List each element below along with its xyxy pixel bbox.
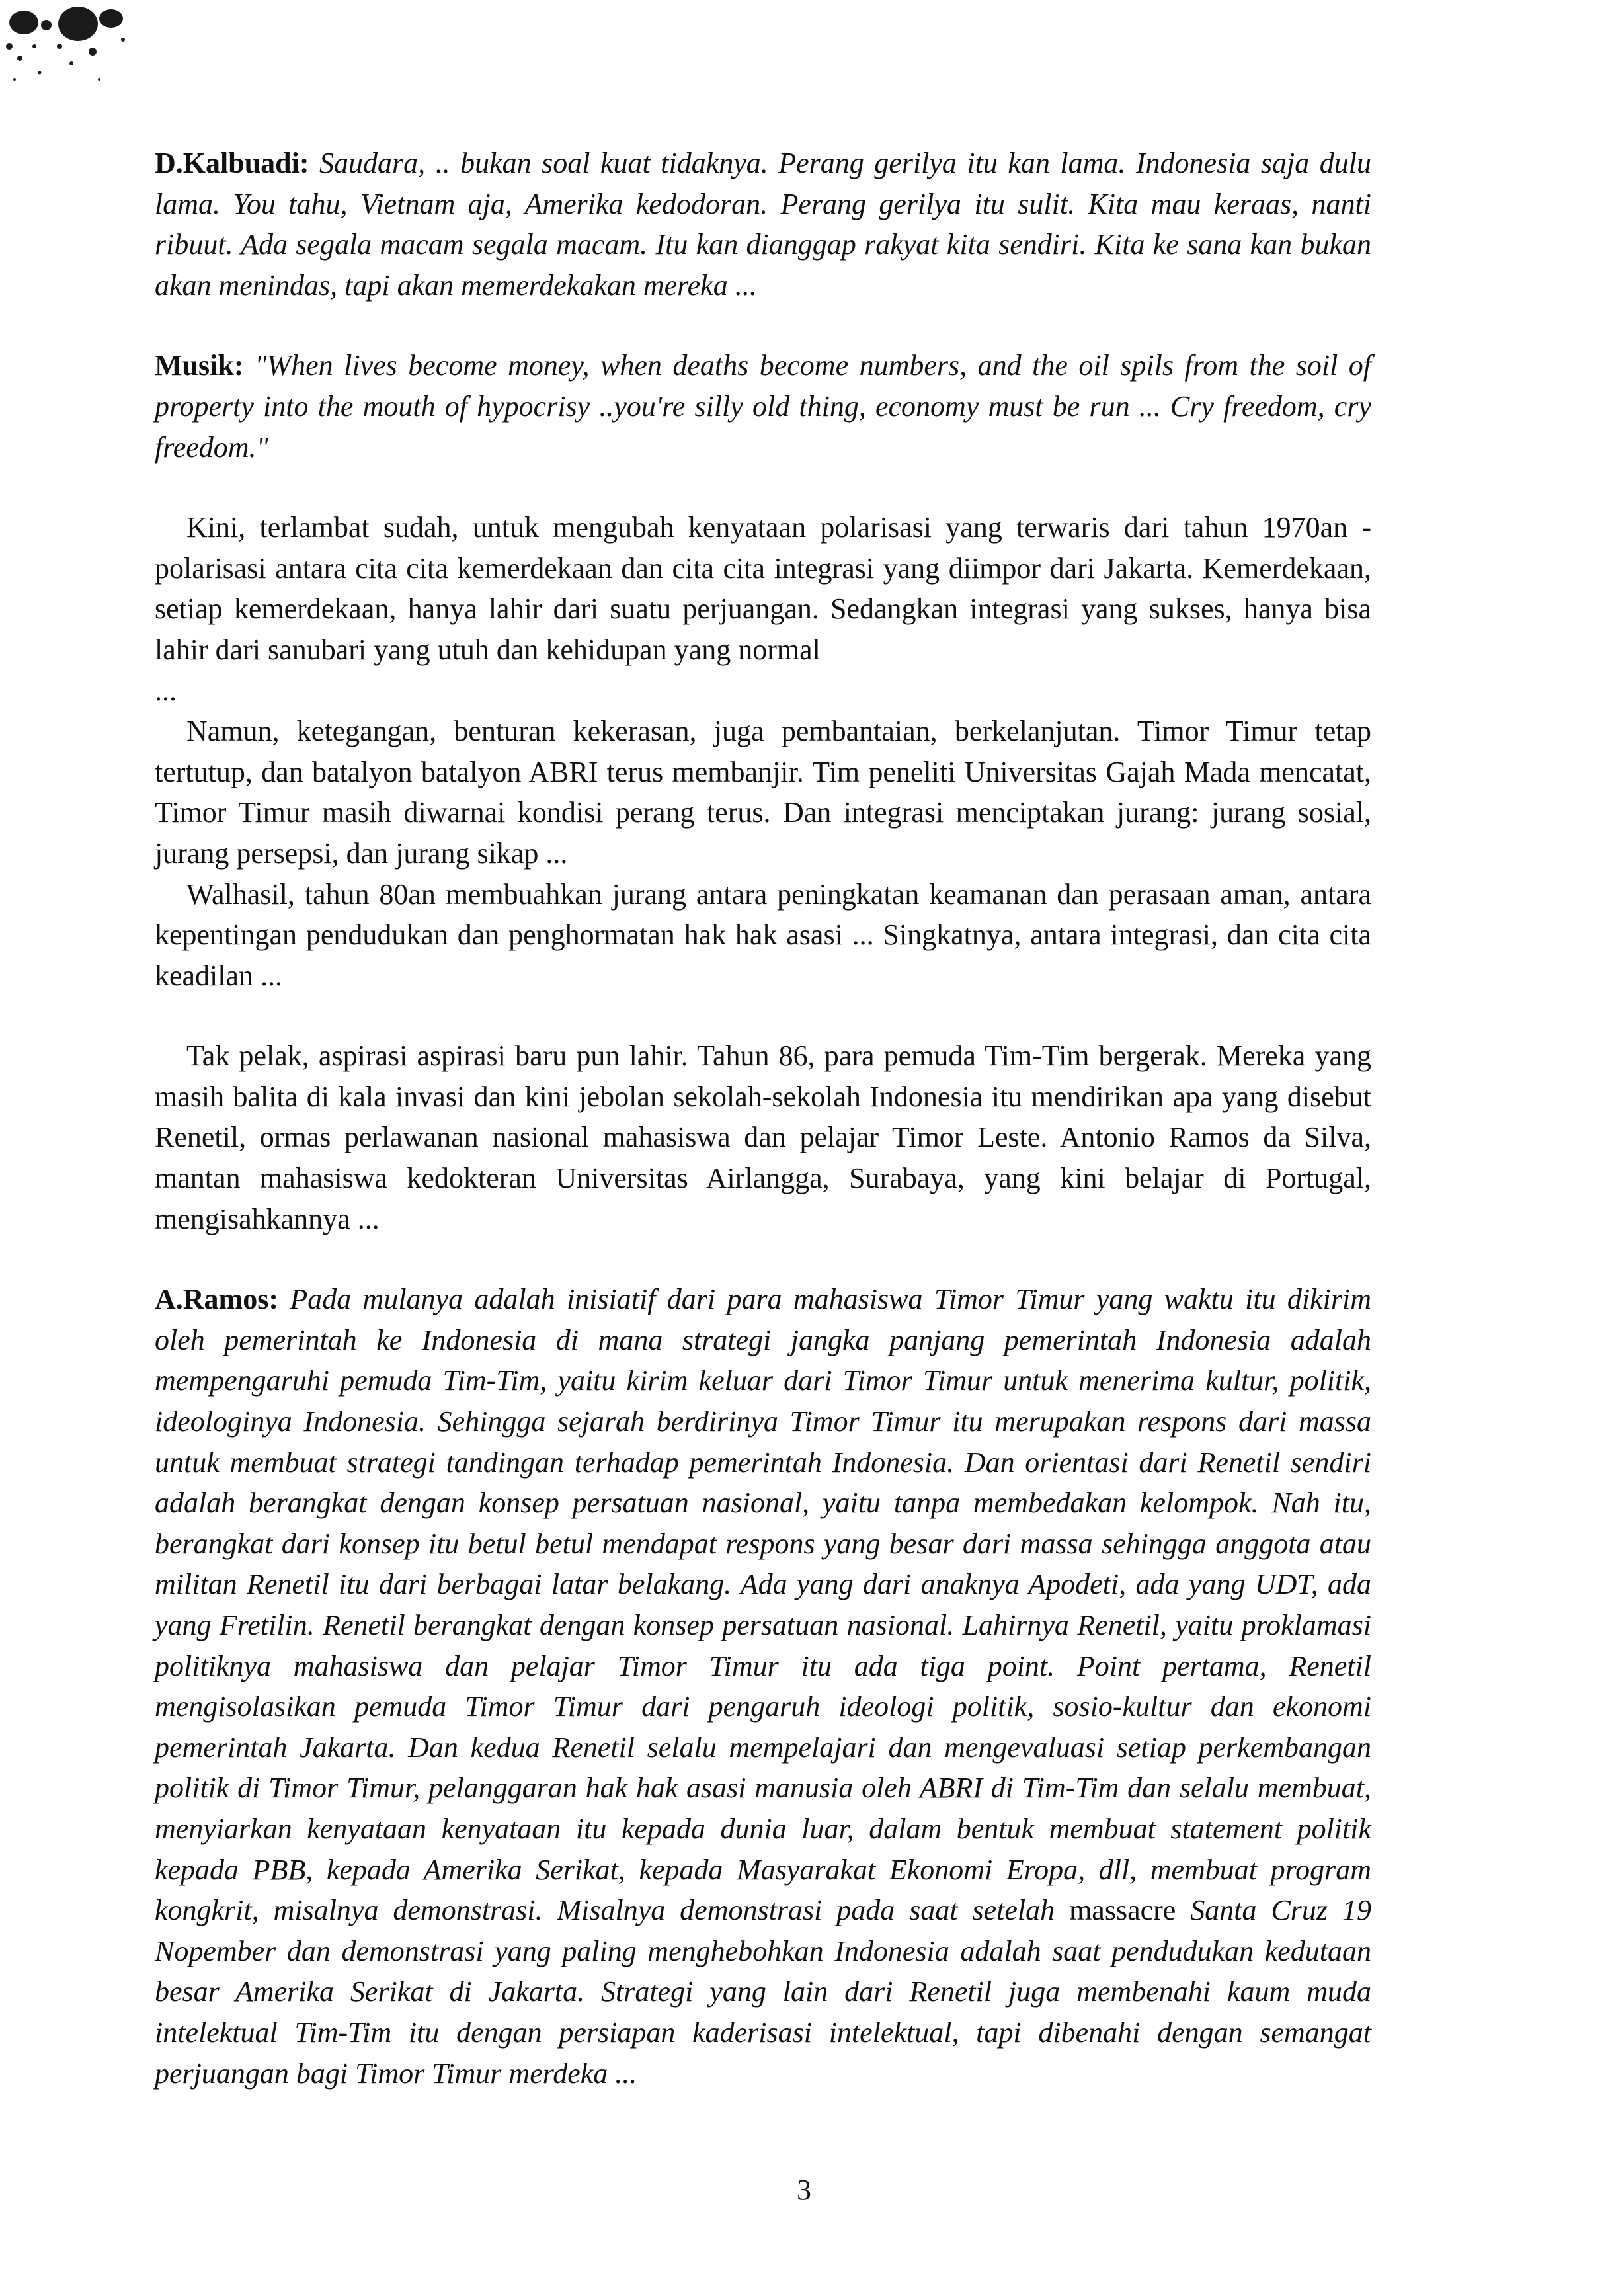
- dialogue-kalbuadi: [155, 143, 1371, 306]
- ink-blot-icon: [0, 0, 172, 119]
- spacer: [155, 996, 1371, 1036]
- spacer: [155, 1239, 1371, 1279]
- paragraph-tak-pelak: Tak pelak, aspirasi aspirasi baru pun lahir. Tahun 86, para pemuda Tim-Tim bergerak. Mereka yang masih balita di kala invasi dan kini jebolan sekolah-sekolah Indonesia itu mendirikan apa yang disebut Renetil, ormas perlawanan nasional mahasiswa dan pelajar Timor Leste. Antonio Ramos da Silva, mantan mahasiswa kedokteran Universitas Airlangga, Surabaya, yang kini belajar di Portugal, mengisahkannya ...: [155, 1040, 1371, 1235]
- paragraph-kini: Kini, terlambat sudah, untuk mengubah kenyataan polarisasi yang terwaris dari tahun 1970an - polarisasi antara cita cita kemerdekaan dan cita cita integrasi yang diimpor dari Jakarta. Kemerdekaan, setiap kemerdekaan, hanya lahir dari suatu perjuangan. Sedangkan integrasi yang sukses, hanya bisa lahir dari sanubari yang utuh dan kehidupan yang normal: [155, 511, 1371, 666]
- speech-roman-word: massacre: [1069, 1894, 1176, 1927]
- speaker-label: Musik:: [155, 349, 244, 382]
- page-number: 3: [797, 2174, 811, 2206]
- speech-text: "When lives become money, when deaths become numbers, and the oil spils from the soil of property into the mouth of hypocrisy ..you're silly old thing, economy must be run ... Cry freedom, cry freedom.": [155, 349, 1372, 464]
- speaker-label: D.Kalbuadi:: [155, 147, 309, 179]
- speech-text: Pada mulanya adalah inisiatif dari para mahasiswa Timor Timur yang waktu itu dikirim oleh pemerintah ke Indonesia di mana strategi jangka panjang pemerintah Indonesia adalah mempengaruhi pemuda Tim-Tim, yaitu kirim keluar dari Timor Timur untuk menerima kultur, politik, ideologinya Indonesia. Sehingga sejarah berdirinya Timor Timur itu merupakan respons dari massa untuk membuat strategi tandingan terhadap pemerintah Indonesia. Dan orientasi dari Renetil sendiri adalah berangkat dengan konsep persatuan nasional, yaitu tanpa membedakan kelompok. Nah itu, berangkat dari konsep itu betul betul mendapat respons yang besar dari massa sehingga anggota atau militan Renetil itu dari berbagai latar belakang. Ada yang dari anaknya Apodeti, ada yang UDT, ada yang Fretilin. Renetil berangkat dengan konsep persatuan nasional. Lahirnya Renetil, yaitu proklamasi politiknya mahasiswa dan pelajar Timor Timur itu ada tiga point. Point pertama, Renetil mengisolasikan pemuda Timor Timur dari pengaruh ideologi politik, sosio-kultur dan ekonomi pemerintah Jakarta. Dan kedua Renetil selalu mempelajari dan mengevaluasi setiap perkembangan politik di Timor Timur, pelanggaran hak hak asasi manusia oleh ABRI di Tim-Tim dan selalu membuat, menyiarkan kenyataan kenyataan itu kepada dunia luar, dalam bentuk membuat statement politik kepada PBB, kepada Amerika Serikat, kepada Masyarakat Ekonomi Eropa, dll, membuat program kongkrit, misalnya demonstrasi. Misalnya demonstrasi pada saat setelah: [155, 1283, 1372, 1927]
- speaker-label: A.Ramos:: [155, 1283, 278, 1316]
- paragraph-walhasil: Walhasil, tahun 80an membuahkan jurang antara peningkatan keamanan dan perasaan aman, antara kepentingan pendudukan dan penghormatan hak hak asasi ... Singkatnya, antara integrasi, dan cita cita keadilan ...: [155, 878, 1371, 992]
- spacer: [155, 468, 1371, 507]
- spacer: [155, 306, 1371, 345]
- dialogue-ramos: [155, 1279, 1371, 2094]
- speech-text-continued: Santa Cruz 19 Nopember dan demonstrasi yang paling menghebohkan Indonesia adalah saat pendudukan kedutaan besar Amerika Serikat di Jakarta. Strategi yang lain dari Renetil juga membenahi kaum muda intelektual Tim-Tim itu dengan persiapan kaderisasi intelektual, tapi dibenahi dengan semangat perjuangan bagi Timor Timur merdeka ...: [155, 1894, 1371, 2090]
- dialogue-musik: [155, 345, 1371, 468]
- paragraph-kini-tail: ...: [155, 674, 177, 707]
- paragraph-namun: Namun, ketegangan, benturan kekerasan, juga pembantaian, berkelanjutan. Timor Timur tetap tertutup, dan batalyon batalyon ABRI terus membanjir. Tim peneliti Universitas Gajah Mada mencatat, Timor Timur masih diwarnai kondisi perang terus. Dan integrasi menciptakan jurang: jurang sosial, jurang persepsi, dan jurang sikap ...: [155, 715, 1371, 870]
- document-body: [155, 143, 1371, 2094]
- speech-text: Saudara, .. bukan soal kuat tidaknya. Perang gerilya itu kan lama. Indonesia saja dulu lama. You tahu, Vietnam aja, Amerika kedodoran. Perang gerilya itu sulit. Kita mau keraas, nanti ribuut. Ada segala macam segala macam. Itu kan dianggap rakyat kita sendiri. Kita ke sana kan bukan akan menindas, tapi akan memerdekakan mereka ...: [155, 147, 1371, 302]
